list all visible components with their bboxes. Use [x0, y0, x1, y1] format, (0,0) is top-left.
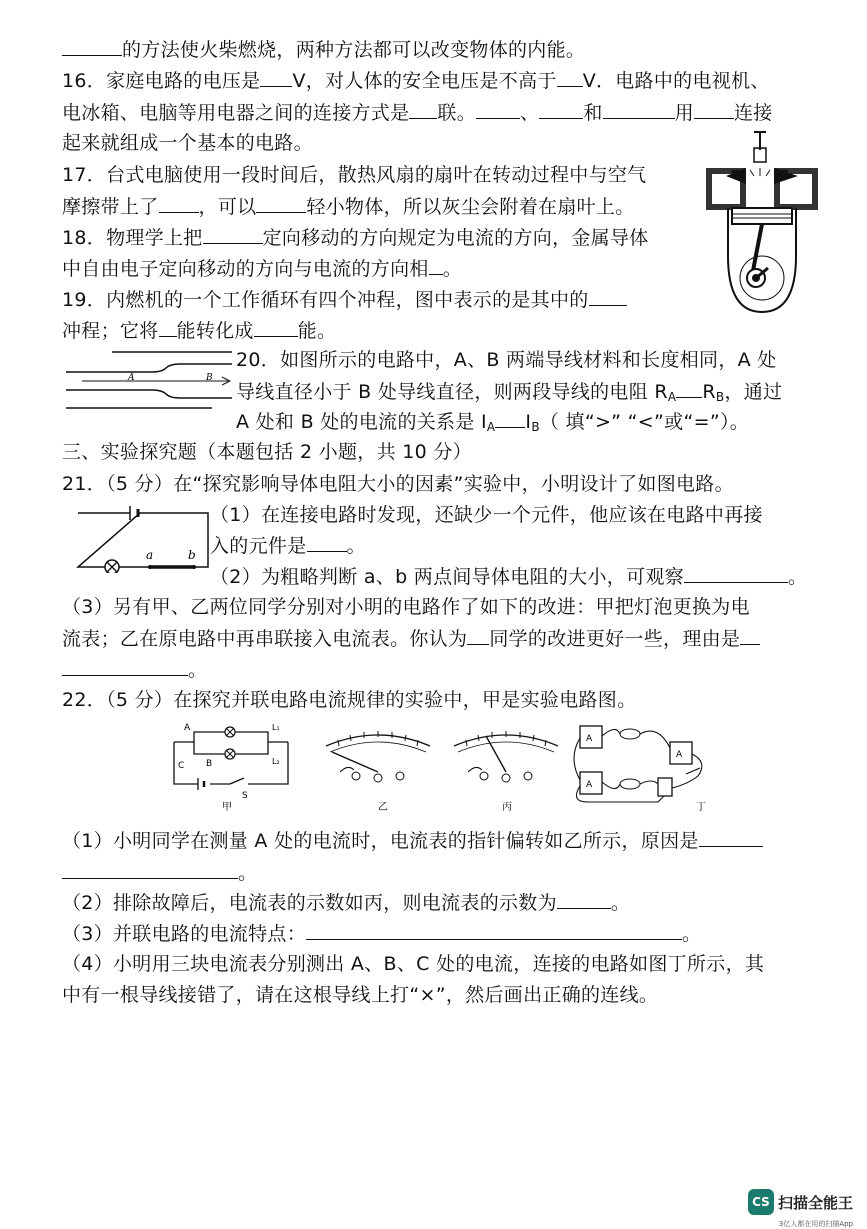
- scanner-watermark: [748, 1189, 853, 1228]
- q22-text: 。: [682, 923, 702, 945]
- scanner-tagline: 3亿人都在用的扫描App: [778, 1220, 853, 1228]
- figure-yi-label: 乙: [378, 802, 388, 813]
- figure-ding-label: 丁: [696, 802, 706, 813]
- answer-blank[interactable]: [467, 626, 489, 645]
- q16-text: 联。: [437, 102, 477, 124]
- q16-text: 用: [674, 102, 694, 124]
- q16-line-1: [62, 68, 770, 93]
- q22-part-1-line-2: [62, 860, 257, 885]
- q16-text: 起来就组成一个基本的电路。: [62, 132, 313, 154]
- subscript-a: A: [486, 420, 496, 434]
- section-title-text: 三、实验探究题（本题包括 2 小题，共 10 分）: [62, 441, 472, 463]
- node-b-label: B: [206, 759, 213, 769]
- q16-line-3: [62, 131, 313, 155]
- q21-text: 。: [787, 566, 808, 588]
- q22-part-2: [62, 890, 630, 915]
- answer-blank[interactable]: [740, 626, 760, 645]
- wire-label-a: A: [128, 373, 135, 383]
- answer-blank[interactable]: [203, 225, 263, 244]
- q18-text: 。: [442, 258, 463, 280]
- q21-text: 入的元件是: [210, 535, 307, 557]
- q16-line-2: [62, 100, 773, 125]
- q18-text: 18．物理学上把: [62, 227, 203, 249]
- answer-blank[interactable]: [684, 564, 788, 583]
- q22-part-3: [62, 921, 701, 946]
- switch-label: S: [242, 791, 248, 801]
- q22-text: 22．（5 分）在探究并联电路电流规律的实验中，甲是实验电路图。: [62, 689, 637, 711]
- q22-part-1-line-1: [62, 828, 763, 853]
- figure-yi-ammeter: [326, 731, 430, 813]
- figure-bing-label: 丙: [502, 802, 512, 813]
- q20-line-3: [236, 409, 749, 439]
- q20-text: A 处和 B 处的电流的关系是 I: [236, 411, 487, 433]
- q18-line-2: [62, 256, 462, 281]
- q20-text: I: [525, 411, 532, 433]
- q21-line-5: [62, 595, 750, 619]
- q19-text: 19．内燃机的一个工作循环有四个冲程，图中表示的是其中的: [62, 289, 589, 311]
- q21-text: （3）另有甲、乙两位同学分别对小明的电路作了如下的改进：甲把灯泡更换为电: [62, 596, 750, 618]
- node-c-label: C: [178, 761, 185, 771]
- figure-bing-ammeter: [454, 731, 558, 813]
- node-a-label: A: [184, 723, 191, 733]
- q20-text: 20．如图所示的电路中，A、B 两端导线材料和长度相同，A 处: [236, 349, 777, 371]
- point-a-label: a: [146, 548, 154, 562]
- q22-text: 。: [610, 892, 631, 914]
- q21-text: 流表；乙在原电路中再串联接入电流表。你认为: [62, 628, 468, 650]
- parallel-circuit-figures: [168, 718, 716, 814]
- answer-blank[interactable]: [557, 68, 583, 87]
- q21-line-2: [210, 503, 763, 527]
- q19-text: 能转化成: [176, 320, 254, 342]
- scanner-app-name: 扫描全能王: [777, 1193, 853, 1212]
- q16-text: 电冰箱、电脑等用电器之间的连接方式是: [62, 102, 410, 124]
- ammeter-symbol: A: [586, 780, 593, 790]
- q19-line-2: [62, 318, 336, 343]
- q16-text: V．电路中的电视机、: [582, 70, 770, 92]
- q22-text: （2）排除故障后，电流表的示数如丙，则电流表的示数为: [62, 892, 557, 914]
- q20-text: ，通过: [724, 381, 783, 403]
- engine-figure: [698, 128, 826, 316]
- q19-text: 能。: [297, 320, 337, 342]
- answer-blank[interactable]: [495, 409, 525, 428]
- answer-blank[interactable]: [557, 890, 611, 909]
- answer-blank[interactable]: [260, 68, 292, 87]
- q21-text: 21．（5 分）在“探究影响导体电阻大小的因素”实验中，小明设计了如图电路。: [62, 473, 734, 495]
- subscript-b: B: [531, 420, 540, 434]
- q20-text: （ 填“>” “<”或“=”）。: [539, 411, 750, 433]
- lamp-l1-label: L₁: [272, 723, 280, 732]
- q18-line-1: [62, 225, 649, 250]
- answer-blank[interactable]: [676, 379, 702, 398]
- ammeter-symbol: A: [586, 734, 593, 744]
- q22-part-4-line-2: [62, 983, 658, 1007]
- q18-text: 定向移动的方向规定为电流的方向，金属导体: [262, 227, 649, 249]
- point-b-label: b: [188, 548, 196, 562]
- q17-line-1: [62, 163, 646, 187]
- answer-blank[interactable]: [62, 860, 238, 879]
- figure-ding-wiring: [574, 726, 706, 813]
- q22-text: （3）并联电路的电流特点：: [62, 923, 306, 945]
- q16-text: 和: [583, 102, 603, 124]
- q21-line-7: [62, 657, 207, 682]
- answer-blank[interactable]: [159, 318, 177, 337]
- q21-text: 。: [188, 659, 208, 681]
- q16-text: V，对人体的安全电压是不高于: [292, 70, 557, 92]
- q22-text: （1）小明同学在测量 A 处的电流时，电流表的指针偏转如乙所示，原因是: [62, 830, 699, 852]
- wire-figure: [62, 350, 234, 412]
- q21-line-4: [210, 564, 807, 589]
- answer-blank[interactable]: [539, 100, 583, 119]
- q17-text: 轻小物体，所以灰尘会附着在扇叶上。: [306, 196, 635, 218]
- q19-line-1: [62, 287, 627, 312]
- q17-text: ，可以: [198, 196, 257, 218]
- figure-jia-label: 甲: [222, 802, 232, 813]
- q21-line-6: [62, 626, 760, 651]
- figure-jia-circuit: [174, 723, 288, 813]
- q22-part-4-line-1: [62, 952, 764, 976]
- q21-text: 同学的改进更好一些，理由是: [489, 628, 741, 650]
- lamp-l2-label: L₂: [272, 757, 280, 766]
- q16-text: 连接: [733, 102, 773, 124]
- subscript-a: A: [667, 390, 677, 404]
- resistance-circuit-figure: [74, 503, 212, 573]
- q18-text: 中自由电子定向移动的方向与电流的方向相: [62, 258, 429, 280]
- answer-blank[interactable]: [256, 194, 306, 213]
- q22-line-1: [62, 688, 636, 712]
- q15-tail-line: [62, 37, 585, 62]
- answer-blank[interactable]: [254, 318, 298, 337]
- q20-text: 导线直径小于 B 处导线直径，则两段导线的电阻 R: [236, 381, 668, 403]
- wire-label-b: B: [206, 373, 213, 383]
- section-3-title: [62, 440, 472, 464]
- q21-line-1: [62, 472, 734, 496]
- answer-blank[interactable]: [694, 100, 734, 119]
- answer-blank[interactable]: [62, 657, 188, 676]
- answer-blank[interactable]: [306, 921, 682, 940]
- q22-text: 中有一根导线接错了，请在这根导线上打“×”，然后画出正确的连线。: [62, 984, 659, 1006]
- answer-blank[interactable]: [307, 533, 347, 552]
- q20-line-2: [236, 379, 782, 409]
- q21-text: 。: [346, 535, 366, 557]
- q21-text: （1）在连接电路时发现，还缺少一个元件，他应该在电路中再接: [210, 504, 763, 526]
- q22-text: （4）小明用三块电流表分别测出 A、B、C 处的电流，连接的电路如图丁所示，其: [62, 953, 765, 975]
- answer-blank[interactable]: [159, 194, 199, 213]
- q17-text: 摩擦带上了: [62, 196, 159, 218]
- answer-blank[interactable]: [476, 100, 520, 119]
- q21-text: （2）为粗略判断 a、b 两点间导体电阻的大小，可观察: [210, 566, 684, 588]
- answer-blank[interactable]: [589, 287, 627, 306]
- answer-blank[interactable]: [603, 100, 675, 119]
- q20-line-1: [236, 348, 777, 372]
- q17-text: 17．台式电脑使用一段时间后，散热风扇的扇叶在转动过程中与空气: [62, 164, 647, 186]
- q22-text: 。: [238, 862, 258, 884]
- answer-blank[interactable]: [429, 256, 443, 275]
- q15-text: 的方法使火柴燃烧，两种方法都可以改变物体的内能。: [122, 39, 586, 61]
- scanner-logo-icon: CS: [748, 1189, 774, 1215]
- q17-line-2: [62, 194, 635, 219]
- answer-blank[interactable]: [62, 37, 122, 56]
- ammeter-symbol: A: [676, 750, 683, 760]
- subscript-b: B: [715, 390, 725, 404]
- q16-text: 、: [520, 102, 540, 124]
- q16-text: 16．家庭电路的电压是: [62, 70, 261, 92]
- answer-blank[interactable]: [699, 828, 763, 847]
- q20-text: R: [702, 381, 716, 403]
- answer-blank[interactable]: [409, 100, 437, 119]
- q19-text: 冲程；它将: [62, 320, 159, 342]
- q21-line-3: [210, 533, 366, 558]
